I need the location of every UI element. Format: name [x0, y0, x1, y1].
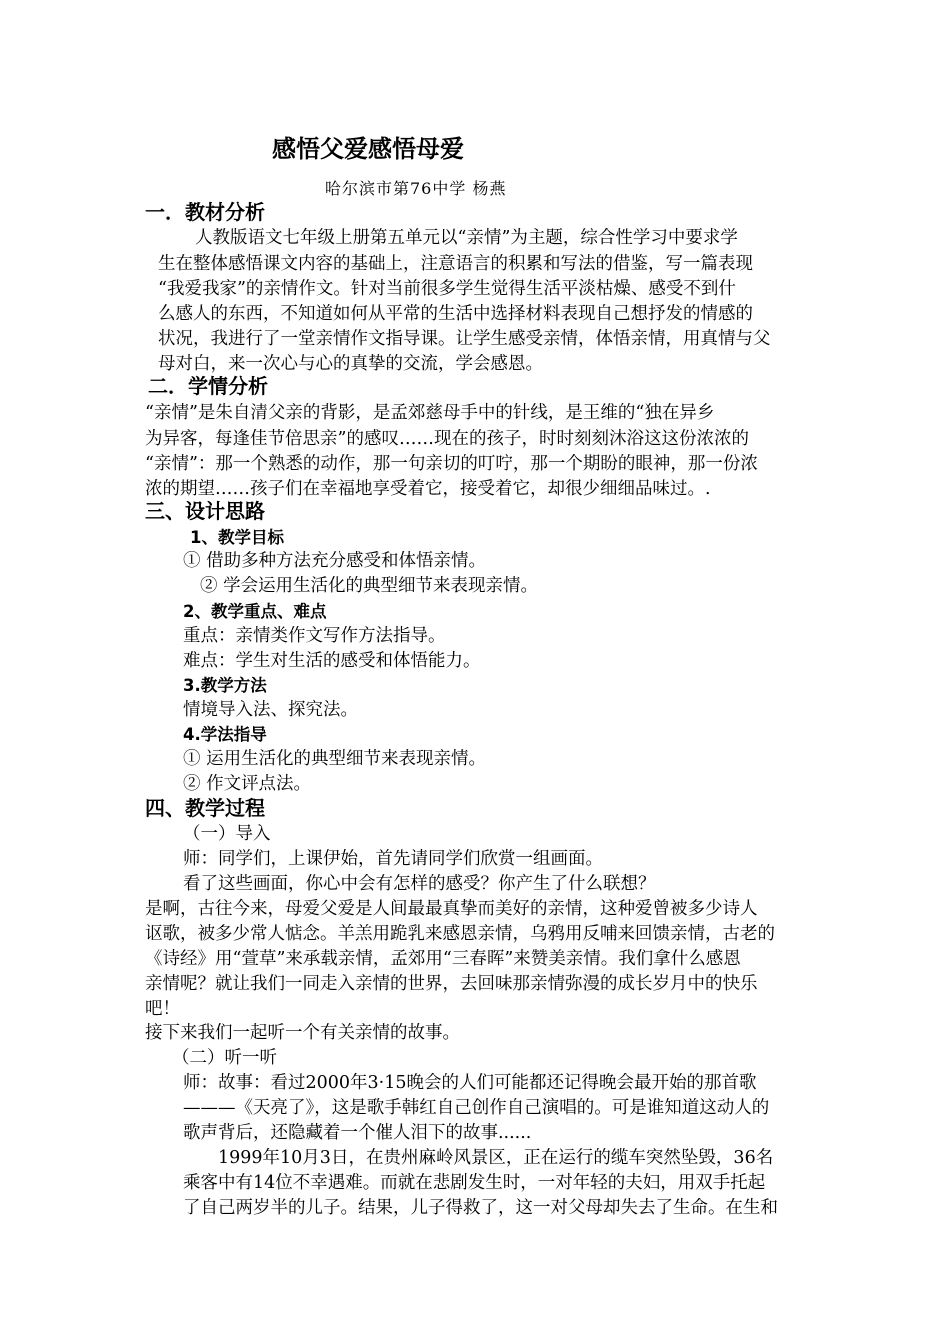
guide-item: ② 作文评点法。 [183, 774, 312, 794]
document-title: 感悟父爱感悟母爱 [272, 135, 464, 163]
paragraph-line: 《诗经》用“萱草”来承载亲情，孟郊用“三春晖”来赞美亲情。我们拿什么感恩 [145, 949, 741, 969]
paragraph-line: “亲情”是朱自清父亲的背影，是孟郊慈母手中的针线，是王维的“独在异乡 [145, 403, 715, 423]
paragraph-line: 亲情呢？就让我们一同走入亲情的世界，去回味那亲情弥漫的成长岁月中的快乐 [145, 974, 758, 994]
paragraph-line: 是啊，古往今来，母爱父爱是人间最最真挚而美好的亲情，这种爱曾被多少诗人 [145, 899, 758, 919]
paragraph-line: 么感人的东西，不知道如何从平常的生活中选择材料表现自己想抒发的情感的 [158, 304, 753, 324]
paragraph-line: 1999年10月3日，在贵州麻岭风景区，正在运行的缆车突然坠毁，36名 [218, 1148, 774, 1168]
goal-item: ① 借助多种方法充分感受和体悟亲情。 [183, 551, 487, 571]
section-heading-design-ideas: 三、设计思路 [145, 499, 265, 523]
paragraph-line: 歌声背后，还隐藏着一个催人泪下的故事...... [183, 1123, 532, 1143]
guide-item: ① 运用生活化的典型细节来表现亲情。 [183, 749, 487, 769]
section-heading-student-analysis: 二．学情分析 [148, 374, 268, 398]
paragraph-line: 乘客中有14位不幸遇难。而就在悲剧发生时，一对年轻的夫妇，用双手托起 [183, 1173, 766, 1193]
paragraph-line: 讴歌，被多少常人惦念。羊羔用跪乳来感恩亲情，乌鸦用反哺来回馈亲情，古老的 [145, 924, 775, 944]
paragraph-line: 浓的期望……孩子们在幸福地享受着它，接受着它，却很少细细品味过。. [145, 479, 711, 499]
subheading-study-guide: 4.学法指导 [183, 725, 267, 744]
paragraph-line: “亲情”：那一个熟悉的动作，那一句亲切的叮咛，那一个期盼的眼神，那一份浓 [145, 454, 758, 474]
difficulty-text: 难点：学生对生活的感受和体悟能力。 [183, 651, 481, 671]
paragraph-line: 吧！ [145, 999, 180, 1019]
paragraph-line: 状况，我进行了一堂亲情作文指导课。让学生感受亲情，体悟亲情，用真情与父 [158, 329, 771, 349]
part-heading-listen: （二）听一听 [172, 1048, 277, 1068]
paragraph-line: ———《天亮了》，这是歌手韩红自己创作自己演唱的。可是谁知道这动人的 [183, 1098, 770, 1118]
paragraph-line: 师：故事：看过2000年3·15晚会的人们可能都还记得晚会最开始的那首歌 [183, 1073, 757, 1093]
paragraph-line: 了自己两岁半的儿子。结果，儿子得救了，这一对父母却失去了生命。在生和 [183, 1198, 778, 1218]
section-heading-textbook-analysis: 一．教材分析 [145, 200, 265, 224]
method-text: 情境导入法、探究法。 [183, 700, 358, 720]
paragraph-line: 看了这些画面，你心中会有怎样的感受？你产生了什么联想？ [183, 874, 656, 894]
subheading-key-points: 2、教学重点、难点 [183, 602, 327, 621]
focus-text: 重点：亲情类作文写作方法指导。 [183, 626, 446, 646]
paragraph-line: 接下来我们一起听一个有关亲情的故事。 [145, 1023, 460, 1043]
paragraph-line: 生在整体感悟课文内容的基础上，注意语言的积累和写法的借鉴，写一篇表现 [158, 254, 753, 274]
paragraph-line: 母对白，来一次心与心的真挚的交流，学会感恩。 [158, 354, 543, 374]
paragraph-line: 师：同学们，上课伊始，首先请同学们欣赏一组画面。 [183, 849, 603, 869]
goal-item: ② 学会运用生活化的典型细节来表现亲情。 [200, 576, 539, 596]
subheading-teaching-goals: 1、教学目标 [190, 528, 284, 547]
paragraph-line: 为异客，每逢佳节倍思亲”的感叹……现在的孩子，时时刻刻沐浴这这份浓浓的 [145, 429, 749, 449]
section-heading-teaching-process: 四、教学过程 [145, 796, 265, 820]
subheading-teaching-method: 3.教学方法 [183, 676, 267, 695]
paragraph-line: “我爱我家”的亲情作文。针对当前很多学生觉得生活平淡枯燥、感受不到什 [158, 279, 736, 299]
author-byline: 哈尔滨市第76中学 杨燕 [325, 179, 507, 198]
paragraph-line: 人教版语文七年级上册第五单元以“亲情”为主题，综合性学习中要求学 [195, 228, 738, 248]
part-heading-intro: （一）导入 [183, 824, 271, 844]
